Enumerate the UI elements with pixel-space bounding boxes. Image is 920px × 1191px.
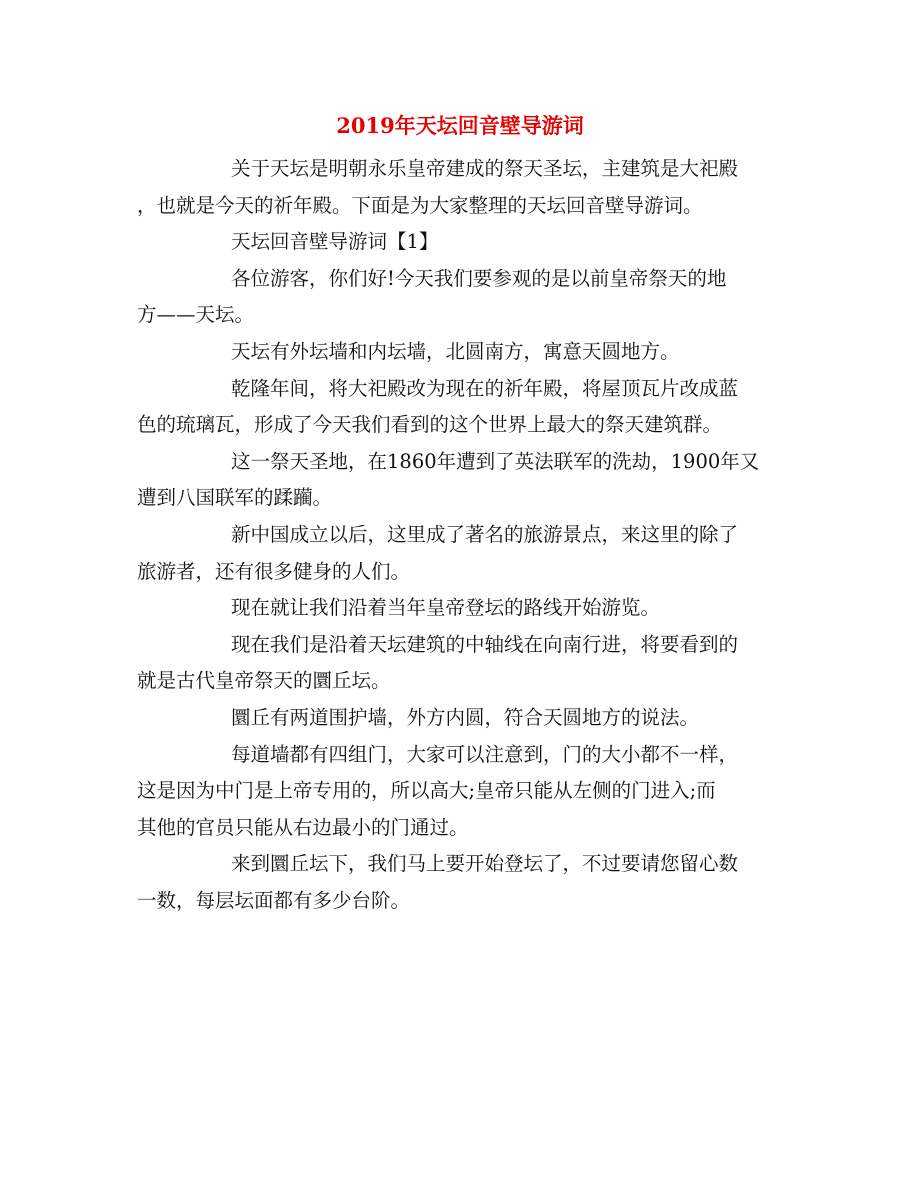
paragraph-line: 圜丘有两道围护墙，外方内圆，符合天圆地方的说法。 [231, 705, 700, 729]
paragraph-line: 各位游客，你们好!今天我们要参观的是以前皇帝祭天的地 [231, 266, 727, 290]
paragraph [137, 261, 787, 334]
paragraph [137, 590, 787, 627]
paragraph-line: 色的琉璃瓦，形成了今天我们看到的这个世界上最大的祭天建筑群。 [137, 413, 723, 437]
paragraph [137, 444, 787, 517]
paragraph-line: 就是古代皇帝祭天的圜丘坛。 [137, 669, 391, 693]
paragraph-line: 天坛有外坛墙和内坛墙，北圆南方，寓意天圆地方。 [231, 339, 680, 363]
paragraph [137, 737, 787, 847]
paragraph [137, 627, 787, 700]
paragraph-line: 这一祭天圣地，在1860年遭到了英法联军的洗劫，1900年又 [231, 449, 760, 473]
paragraph-line: 遭到八国联军的蹂躏。 [137, 486, 333, 510]
paragraph-line: 方——天坛。 [137, 303, 255, 327]
paragraph-line: 这是因为中门是上帝专用的，所以高大;皇帝只能从左侧的门进入;而 [137, 779, 716, 803]
paragraph-line: ，也就是今天的祈年殿。下面是为大家整理的天坛回音壁导游词。 [137, 193, 703, 217]
paragraph-line: 来到圜丘坛下，我们马上要开始登坛了，不过要请您留心数 [231, 852, 739, 876]
paragraph [137, 517, 787, 590]
paragraph [137, 700, 787, 737]
paragraph-line: 新中国成立以后，这里成了著名的旅游景点，来这里的除了 [231, 522, 739, 546]
paragraph [137, 224, 787, 261]
paragraph [137, 151, 787, 224]
paragraph-line: 其他的官员只能从右边最小的门通过。 [137, 815, 469, 839]
paragraph [137, 371, 787, 444]
paragraph [137, 334, 787, 371]
paragraph-line: 乾隆年间，将大祀殿改为现在的祈年殿，将屋顶瓦片改成蓝 [231, 376, 739, 400]
paragraph-line: 每道墙都有四组门，大家可以注意到，门的大小都不一样， [231, 742, 739, 766]
paragraph-line: 一数，每层坛面都有多少台阶。 [137, 888, 411, 912]
page-title: 2019年天坛回音壁导游词 [336, 113, 584, 138]
document-body [137, 151, 787, 919]
paragraph-line: 现在我们是沿着天坛建筑的中轴线在向南行进，将要看到的 [231, 632, 739, 656]
paragraph-line: 关于天坛是明朝永乐皇帝建成的祭天圣坛，主建筑是大祀殿 [231, 157, 739, 180]
paragraph-line: 现在就让我们沿着当年皇帝登坛的路线开始游览。 [231, 596, 661, 620]
paragraph [137, 846, 787, 919]
paragraph-line: 天坛回音壁导游词【1】 [231, 230, 439, 254]
paragraph-line: 旅游者，还有很多健身的人们。 [137, 559, 411, 583]
